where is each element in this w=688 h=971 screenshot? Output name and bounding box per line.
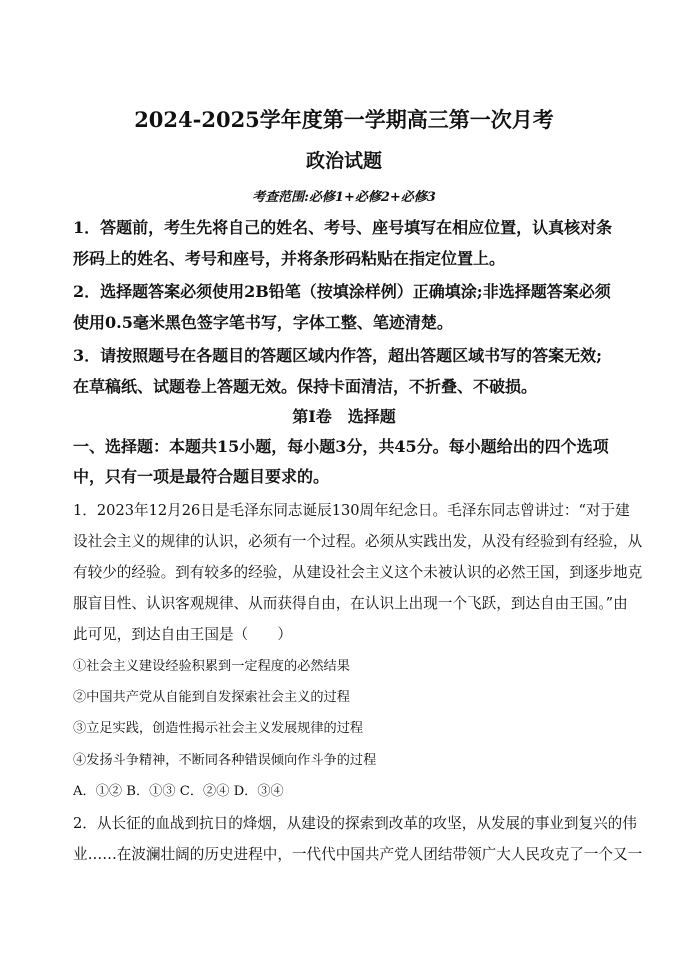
- instruction-line: 形码上的姓名、考号和座号，并将条形码粘贴在指定位置上。: [73, 249, 506, 268]
- exam-title: 2024-2025学年度第一学期高三第一次月考: [134, 107, 554, 132]
- instruction-line: 1．答题前，考生先将自己的姓名、考号、座号填写在相应位置，认真核对条: [73, 218, 613, 237]
- question1-option: ③立足实践，创造性揭示社会主义发展规律的过程: [73, 721, 364, 736]
- instruction-line: 2．选择题答案必须使用2B铅笔（按填涂样例）正确填涂;非选择题答案必须: [73, 282, 611, 301]
- part-heading-line: 中，只有一项是最符合题目要求的。: [73, 467, 330, 486]
- instruction-line: 3．请按照题号在各题目的答题区域内作答，超出答题区域书写的答案无效;: [73, 346, 603, 365]
- part-heading-line: 一、选择题：本题共15小题，每小题3分，共45分。每小题给出的四个选项: [73, 437, 609, 456]
- question1-option: ④发扬斗争精神，不断同各种错误倾向作斗争的过程: [73, 753, 377, 768]
- question1-stem-line: 此可见，到达自由王国是（ ）: [73, 626, 292, 643]
- question1-stem-line: 服盲目性、认识客观规律、从而获得自由，在认识上出现一个飞跃，到达自由王国。”由: [73, 595, 628, 612]
- exam-subtitle: 政治试题: [305, 150, 382, 172]
- exam-scope: 考查范围:必修1+必修2+必修3: [252, 190, 436, 205]
- instruction-line: 使用0.5毫米黑色签字笔书写，字体工整、笔迹清楚。: [73, 313, 453, 332]
- question1-option: ①社会主义建设经验积累到一定程度的必然结果: [73, 659, 350, 674]
- question1-stem-line: 1．2023年12月26日是毛泽东同志诞辰130周年纪念日。毛泽东同志曾讲过：“对于建: [73, 502, 630, 519]
- instruction-line: 在草稿纸、试题卷上答题无效。保持卡面清洁，不折叠、不破损。: [73, 377, 538, 396]
- question1-stem-line: 设社会主义的规律的认识，必须有一个过程。必须从实践出发，从没有经验到有经验，从: [73, 533, 643, 550]
- question2-stem-line: 业……在波澜壮阔的历史进程中，一代代中国共产党人团结带领广大人民攻克了一个又一: [73, 846, 643, 863]
- section-heading: 第Ⅰ卷 选择题: [292, 407, 396, 426]
- question2-stem-line: 2．从长征的血战到抗日的烽烟，从建设的探索到改革的攻坚，从发展的事业到复兴的伟: [73, 815, 637, 832]
- question1-option: ②中国共产党从自能到自发探索社会主义的过程: [73, 690, 350, 705]
- question1-stem-line: 有较少的经验。到有较多的经验，从建设社会主义这个未被认识的必然王国，到逐步地克: [73, 564, 643, 581]
- question1-choices: A．①② B．①③ C．②④ D．③④: [73, 784, 284, 799]
